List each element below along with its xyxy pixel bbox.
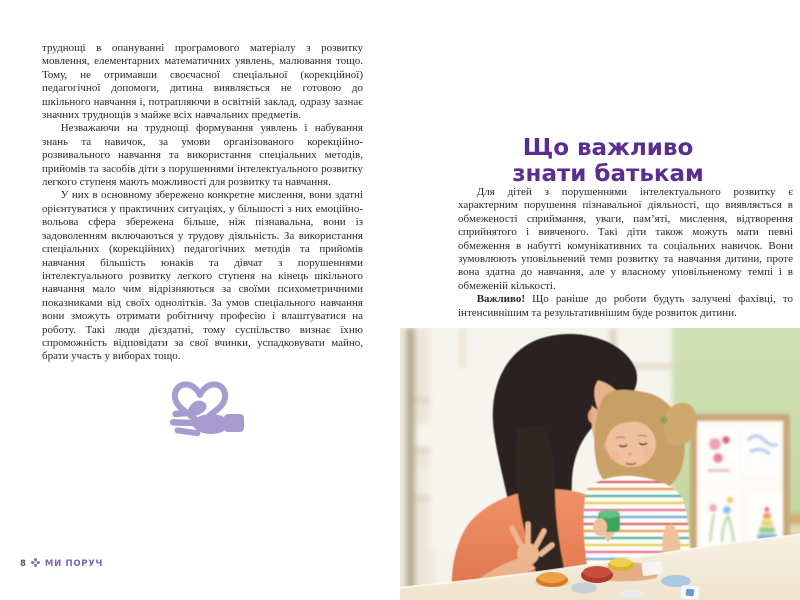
body-paragraph: У них в основному збережено конкретне мислення, вони здатні орієнтуватися у практичних ситуаціях, у більшості з них емоційно-вольова сфера збережена більше, ніж пізнавальна, вони із задоволенням включаються у трудову діяльність. За використання спеціальних (корекційних) педагогічних методів та прийомів навчання більшість юнаків та дівчат з порушеннями інтелектуального розвитку легкого ступеня на кінець шкільного навчання мало чим відрізняються за своїми психометричними показниками від своїх однолітків. За умов спеціального навчання вони зможуть отримати робітничу професію і влаштуватися на роботу. Такі люди дієздатні, тому суспільство визнає їхню спроможність відповідати за свої вчинки, успадковувати майно, брати участь у виборах тощо.	[42, 189, 363, 363]
body-paragraph: Незважаючи на труднощі формування уявлень і набування знань та навичок, за умови організованого корекційно-розвивального навчання та використання спеціальних методів, прийомів та засобів діти з порушеннями інтелектуального розвитку легкого ступеня мають можливості для розвитку та навчання.	[42, 122, 363, 189]
page-number: 8	[20, 559, 26, 569]
hand-heart-icon	[156, 370, 244, 438]
heading-line: Що важливо	[522, 135, 694, 162]
flower-bullet-icon	[31, 558, 40, 570]
important-paragraph	[458, 293, 793, 320]
heading-line: знати батькам	[512, 161, 704, 188]
book-title: МИ ПОРУЧ	[44, 559, 104, 569]
important-text: Що раніше до роботи будуть залучені фахівці, то інтенсивнішим та результативнішим буде розвиток дитини.	[458, 293, 793, 319]
important-label: Важливо!	[476, 293, 526, 306]
classroom-photo	[400, 328, 800, 600]
right-text-column	[458, 186, 793, 320]
section-heading	[458, 135, 758, 187]
body-paragraph: труднощі в опануванні програмового матеріалу з розвитку мовлення, елементарних математичних уявлень, малювання тощо. Тому, не отримавши своєчасної спеціальної (корекційної) педагогічної допомоги, дитина виявляється не готовою до шкільного навчання і, потрапляючи в освітній заклад, одразу зазнає значних труднощів з майже всіх навчальних предметів.	[42, 42, 363, 122]
left-text-column	[42, 42, 363, 364]
body-paragraph: Для дітей з порушеннями інтелектуального розвитку є характерним порушення пізнавальної діяльності, що виявляється в обмеженості сприймання, уваги, пам’яті, мислення, відтворення сприйнятого і вивченого. Такі діти також можуть мати певні обмеження в набутті комунікативних та соціальних навичок. Вони зумовлюють уповільнений темп розвитку та навчання дитини, проте вона здатна до навчання, але у власному уповільненому темпі і в обмеженій кількості.	[458, 186, 793, 292]
page-footer	[20, 558, 103, 570]
